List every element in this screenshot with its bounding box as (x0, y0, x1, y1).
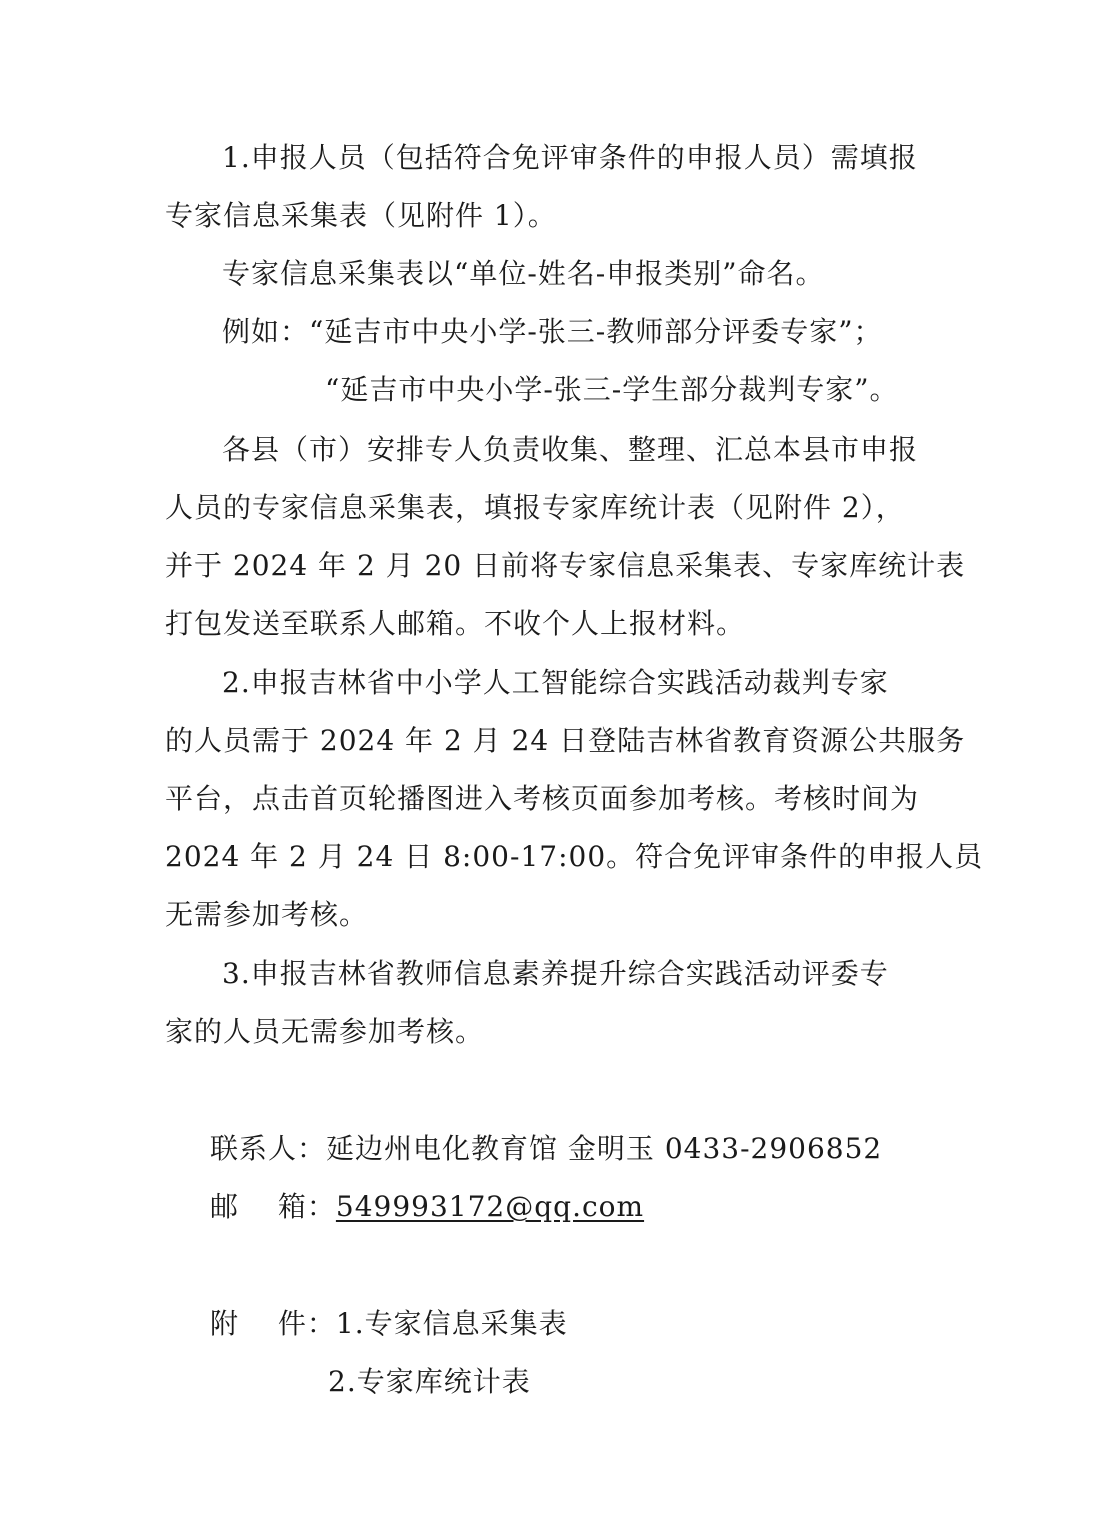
example-teacher: 例如：“延吉市中央小学-张三-教师部分评委专家”； (222, 315, 883, 348)
contact-label: 联系人： (210, 1132, 327, 1165)
contact-value: 延边州电化教育馆 金明玉 0433-2906852 (326, 1132, 883, 1165)
email-link[interactable]: 549993172@qq.com (335, 1190, 645, 1223)
example-student: “延吉市中央小学-张三-学生部分裁判专家”。 (325, 373, 899, 406)
attachment-item-1: 1.专家信息采集表 (335, 1307, 568, 1340)
attachment-item-2: 2.专家库统计表 (328, 1365, 531, 1398)
attachments-first (210, 1302, 568, 1346)
section3-line2: 家的人员无需参加考核。 (165, 1015, 485, 1048)
section2-line2: 的人员需于 2024 年 2 月 24 日登陆吉林省教育资源公共服务 (165, 724, 966, 757)
section2-line5: 无需参加考核。 (165, 898, 369, 931)
section3-line1: 3.申报吉林省教师信息素养提升综合实践活动评委专 (222, 957, 889, 990)
county-line1: 各县（市）安排专人负责收集、整理、汇总本县市申报 (222, 433, 919, 466)
county-line2: 人员的专家信息采集表，填报专家库统计表（见附件 2）， (165, 491, 905, 524)
county-line4: 打包发送至联系人邮箱。不收个人上报材料。 (165, 607, 746, 640)
naming-rule: 专家信息采集表以“单位-姓名-申报类别”命名。 (222, 257, 825, 290)
section2-line3: 平台，点击首页轮播图进入考核页面参加考核。考核时间为 (165, 782, 920, 815)
email-label: 邮 箱： (210, 1190, 336, 1223)
county-line3: 并于 2024 年 2 月 20 日前将专家信息采集表、专家库统计表 (165, 549, 966, 582)
section2-line4: 2024 年 2 月 24 日 8:00-17:00。符合免评审条件的申报人员 (165, 840, 984, 873)
section2-line1: 2.申报吉林省中小学人工智能综合实践活动裁判专家 (222, 666, 889, 699)
section1-line1: 1.申报人员（包括符合免评审条件的申报人员）需填报 (222, 141, 918, 174)
contact-person (210, 1127, 882, 1171)
attachments-label: 附 件： (210, 1307, 336, 1340)
section1-line2: 专家信息采集表（见附件 1）。 (165, 199, 557, 232)
contact-email (210, 1185, 644, 1229)
